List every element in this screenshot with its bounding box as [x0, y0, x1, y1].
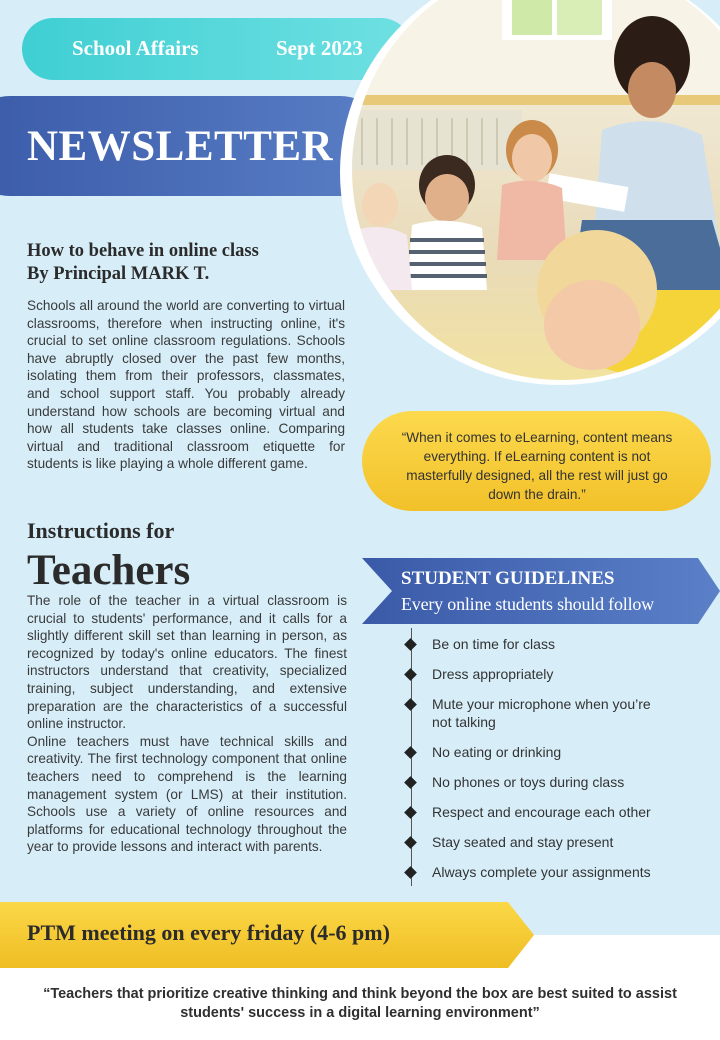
date-label: Sept 2023 — [276, 36, 363, 60]
teachers-body-para1: The role of the teacher in a virtual classroom is crucial to students' performance, and it calls for a slightly different skill set than learning in person, as recognized by today's online educators. The finest instructors understand that creativity, specialized training, subject understanding, and extensive preparation are the characteristics of a successful online instructor. — [27, 593, 347, 732]
article-heading — [27, 240, 259, 286]
ptm-text: PTM meeting on every friday (4-6 pm) — [27, 920, 390, 945]
article-heading-line1: How to behave in online class — [27, 241, 259, 261]
guideline-item: Be on time for class — [432, 636, 555, 652]
guideline-item: No eating or drinking — [432, 744, 562, 760]
teachers-heading: Teachers — [27, 547, 191, 594]
article-body: Schools all around the world are converting to virtual classrooms, therefore when instructing online, it's crucial to set online classroom regulations. Schools have abruptly closed over the past few months, isolating them from their professors, classmates, and school support staff. You probably already understand how schools are becoming virtual and how all students take classes online. Comparing virtual and traditional classroom etiquette for students is like playing a whole different game. — [27, 298, 345, 472]
quote-pill — [362, 411, 711, 511]
teachers-body-para2: Online teachers must have technical skills and creativity. The first technology component that online teachers need to comprehend is the learning management system (or LMS) at their institution. Schools use a variety of online resources and platforms for educational technology throughout the year to provide lessons and interact with parents. — [27, 733, 347, 855]
guideline-item: No phones or toys during class — [432, 774, 625, 790]
guideline-item: Stay seated and stay present — [432, 834, 614, 850]
header-pill — [22, 18, 412, 80]
teachers-body — [27, 592, 347, 856]
section-label: School Affairs — [72, 36, 199, 60]
guidelines-subtitle: Every online students should follow — [401, 594, 654, 614]
instructions-heading: Instructions for — [27, 518, 175, 543]
classroom-photo — [352, 0, 720, 380]
classroom-illustration — [352, 0, 720, 380]
quote-text: “When it comes to eLearning, content means everything. If eLearning content is not masterfully designed, all the rest will just go down the drain.” — [401, 430, 673, 502]
guidelines-title: STUDENT GUIDELINES — [401, 568, 615, 589]
guideline-item: Mute your microphone when you’re not talking — [432, 696, 651, 730]
footer-quote: “Teachers that prioritize creative thinking and think beyond the box are best suited to assist students' success in a digital learning environment” — [43, 986, 677, 1021]
guideline-item: Respect and encourage each other — [432, 804, 651, 820]
guideline-item: Dress appropriately — [432, 666, 554, 682]
page-title: NEWSLETTER — [27, 123, 334, 170]
article-heading-line2: By Principal MARK T. — [27, 264, 210, 284]
guideline-item: Always complete your assignments — [432, 864, 651, 880]
